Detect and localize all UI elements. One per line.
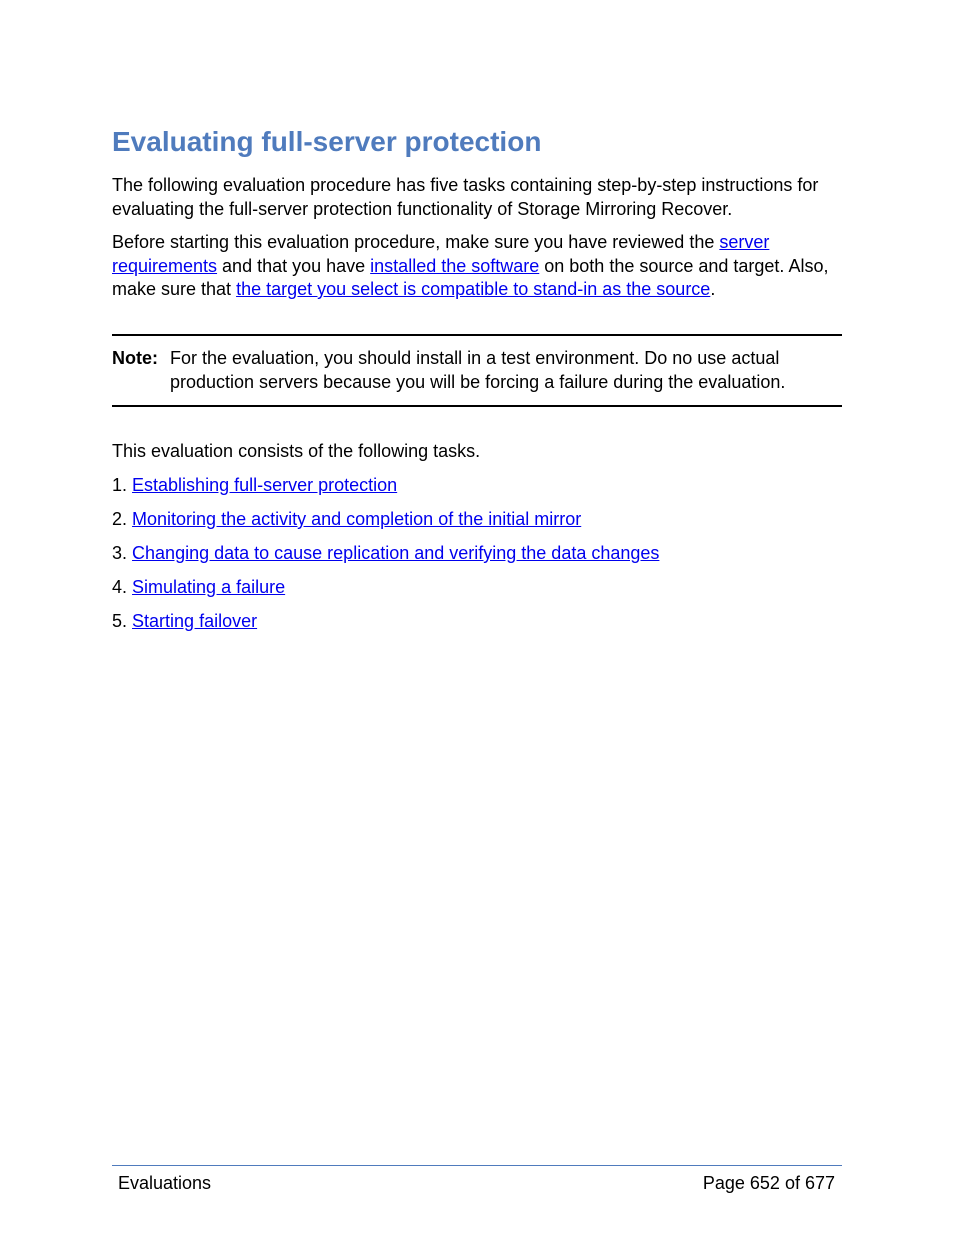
prereq-text-middle: and that you have <box>217 255 371 276</box>
footer-page-number: Page 652 of 677 <box>702 1173 835 1193</box>
note-text: For the evaluation, you should install in a test environment. Do no use actual production servers because you will be forcing a failure during the evaluation. <box>170 348 786 392</box>
footer-divider <box>112 1165 842 1166</box>
task-number: 1. <box>112 475 128 495</box>
installed-software-link[interactable]: installed the software <box>370 255 540 276</box>
prereq-text-end: . <box>710 279 716 299</box>
task-link-monitoring-mirror[interactable]: Monitoring the activity and completion of the initial mirror <box>132 509 582 529</box>
note-top-divider <box>112 334 842 336</box>
prereq-text-after: on both the source and target. Also, make sure that <box>112 255 829 299</box>
page-title: Evaluating full-server protection <box>112 126 542 157</box>
note-box <box>112 346 842 394</box>
list-item <box>112 608 659 642</box>
prerequisites-paragraph <box>112 231 842 302</box>
task-link-starting-failover[interactable]: Starting failover <box>132 611 258 631</box>
list-item <box>112 506 659 540</box>
task-number: 4. <box>112 577 128 597</box>
task-number: 2. <box>112 509 128 529</box>
task-link-changing-data[interactable]: Changing data to cause replication and verifying the data changes <box>132 543 660 563</box>
task-list <box>112 472 659 642</box>
target-compatible-link[interactable]: the target you select is compatible to stand-in as the source <box>236 279 711 299</box>
footer-section-title: Evaluations <box>118 1173 212 1193</box>
note-label: Note: <box>112 348 158 368</box>
task-number: 5. <box>112 611 128 631</box>
tasks-intro: This evaluation consists of the following tasks. <box>112 441 481 461</box>
prereq-text-before: Before starting this evaluation procedure, make sure you have reviewed the <box>112 232 720 252</box>
list-item <box>112 574 659 608</box>
task-link-establishing-protection[interactable]: Establishing full-server protection <box>132 475 398 495</box>
note-bottom-divider <box>112 405 842 407</box>
server-requirements-link[interactable]: server requirements <box>112 232 770 276</box>
task-number: 3. <box>112 543 128 563</box>
task-link-simulating-failure[interactable]: Simulating a failure <box>132 577 286 597</box>
list-item <box>112 540 659 574</box>
list-item <box>112 472 659 506</box>
intro-paragraph: The following evaluation procedure has five tasks containing step-by-step instructions for evaluating the full-server protection functionality of Storage Mirroring Recover. <box>112 175 819 219</box>
